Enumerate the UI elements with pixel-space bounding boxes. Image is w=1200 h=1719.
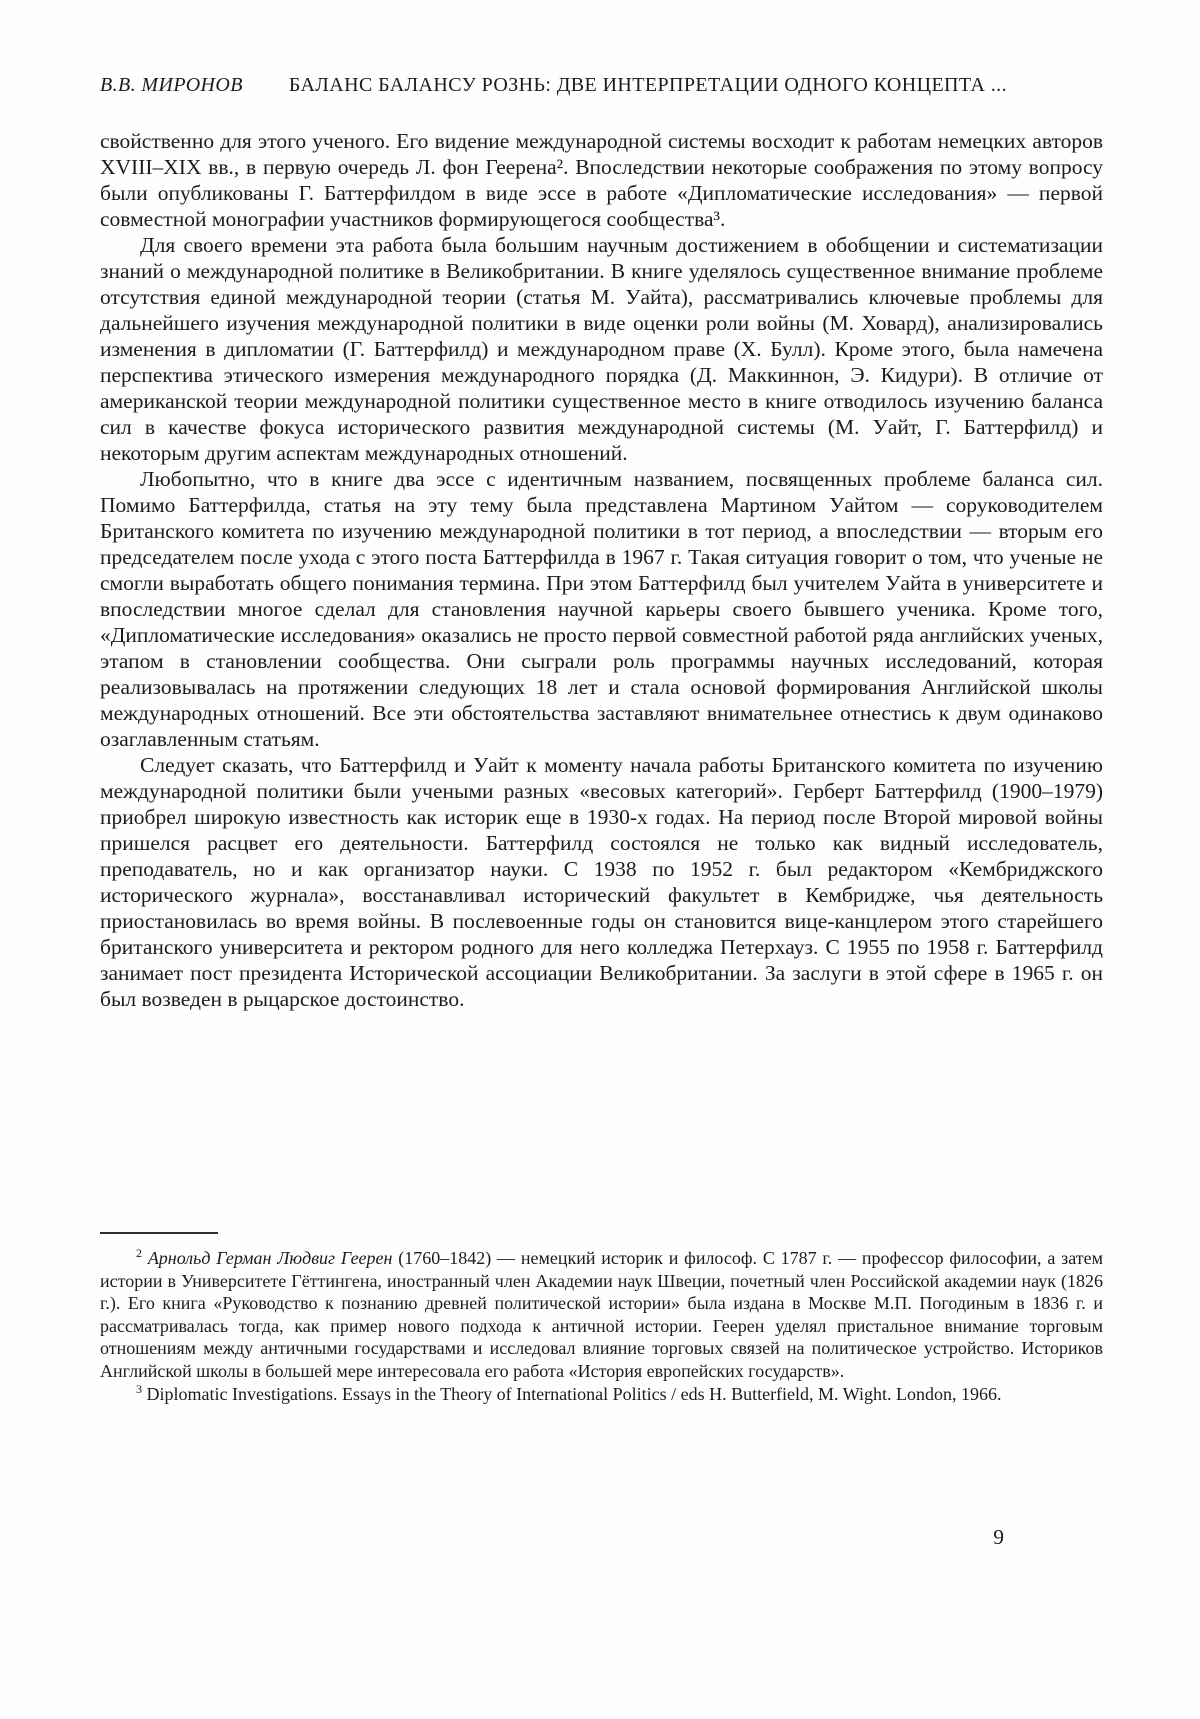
- footnotes-block: [100, 1247, 1103, 1405]
- footnote-separator: [100, 1232, 218, 1234]
- running-head-title: БАЛАНС БАЛАНСУ РОЗНЬ: ДВЕ ИНТЕРПРЕТАЦИИ ОДНОГО КОНЦЕПТА ...: [288, 74, 1007, 96]
- footnote-italic-lead: Арнольд Герман Людвиг Геерен: [147, 1248, 393, 1268]
- footnote-text: Diplomatic Investigations. Essays in the Theory of International Politics / eds H. Butterfield, M. Wight. London, 1966.: [146, 1383, 1002, 1404]
- paragraph: Для своего времени эта работа была большим научным достижением в обобщении и систематизации знаний о международной политике в Великобритании. В книге уделялось существенное внимание проблеме отсутствия единой международной теории (статья М. Уайта), рассматривались ключевые проблемы для дальнейшего изучения международной политики в виде оценки роли войны (М. Ховард), анализировались изменения в дипломатии (Г. Баттерфилд) и международном праве (Х. Булл). Кроме этого, была намечена перспектива этического измерения международного порядка (Д. Маккиннон, Э. Кидури). В отличие от американской теории международной политики существенное место в книге отводилось изучению баланса сил в качестве фокуса исторического развития международной системы (М. Уайт, Г. Баттерфилд) и некоторым другим аспектам международных отношений.: [100, 233, 1103, 465]
- footnote-marker: 2: [136, 1246, 142, 1260]
- article-body: [100, 128, 1103, 1232]
- running-head: [100, 74, 1103, 100]
- footnote: [100, 1383, 1103, 1406]
- footnote-marker: 3: [136, 1381, 142, 1396]
- running-head-author: В.В. МИРОНОВ: [100, 74, 243, 96]
- footnote: [100, 1247, 1103, 1383]
- paragraph-continuation: свойственно для этого ученого. Его видение международной системы восходит к работам немецких авторов XVIII–XIX вв., в первую очередь Л. фон Геерена². Впоследствии некоторые соображения по этому вопросу были опубликованы Г. Баттерфилдом в виде эссе в работе «Дипломатические исследования» — первой совместной монографии участников формирующегося сообщества³.: [100, 129, 1103, 231]
- paragraph: Следует сказать, что Баттерфилд и Уайт к моменту начала работы Британского комитета по изучению международной политики были учеными разных «весовых категорий». Герберт Баттерфилд (1900–1979) приобрел широкую известность как историк еще в 1930-х годах. На период после Второй мировой войны пришелся расцвет его деятельности. Баттерфилд состоялся не только как видный исследователь, преподаватель, но и как организатор науки. С 1938 по 1952 г. был редактором «Кембриджского исторического журнала», восстанавливал исторический факультет в Кембридже, чья деятельность приостановилась во время войны. В послевоенные годы он становится вице-канцлером этого старейшего британского университета и ректором родного для него колледжа Петерхауз. С 1955 по 1958 г. Баттерфилд занимает пост президента Исторической ассоциации Великобритании. За заслуги в этой сфере в 1965 г. он был возведен в рыцарское достоинство.: [100, 753, 1103, 1011]
- paragraph: Любопытно, что в книге два эссе с идентичным названием, посвященных проблеме баланса сил. Помимо Баттерфилда, статья на эту тему была представлена Мартином Уайтом — соруководителем Британского комитета по изучению международной политики в тот период, а впоследствии — вторым его председателем после ухода с этого поста Баттерфилда в 1967 г. Такая ситуация говорит о том, что ученые не смогли выработать общего понимания термина. При этом Баттерфилд был учителем Уайта в университете и впоследствии многое сделал для становления научной карьеры своего бывшего ученика. Кроме того, «Дипломатические исследования» оказались не просто первой совместной работой ряда английских ученых, этапом в становлении сообщества. Они сыграли роль программы научных исследований, которая реализовывалась на протяжении следующих 18 лет и стала основой формирования Английской школы международных отношений. Все эти обстоятельства заставляют внимательнее отнестись к двум одинаково озаглавленным статьям.: [100, 467, 1103, 751]
- page-number: 9: [993, 1525, 1004, 1549]
- footnote-text: (1760–1842) — немецкий историк и философ. С 1787 г. — профессор философии, а затем истории в Университете Гёттингена, иностранный член Академии наук Швеции, почетный член Российской академии наук (1826 г.). Его книга «Руководство к познанию древней политической истории» была издана в Москве М.П. Погодиным в 1836 г. и рассматривалась тогда, как пример нового подхода к античной истории. Геерен уделял пристальное внимание торговым отношениям между античными государствами и исследовал влияние торговых связей на политическое устройство. Историков Английской школы в большей мере интересовала его работа «История европейских государств».: [100, 1248, 1104, 1381]
